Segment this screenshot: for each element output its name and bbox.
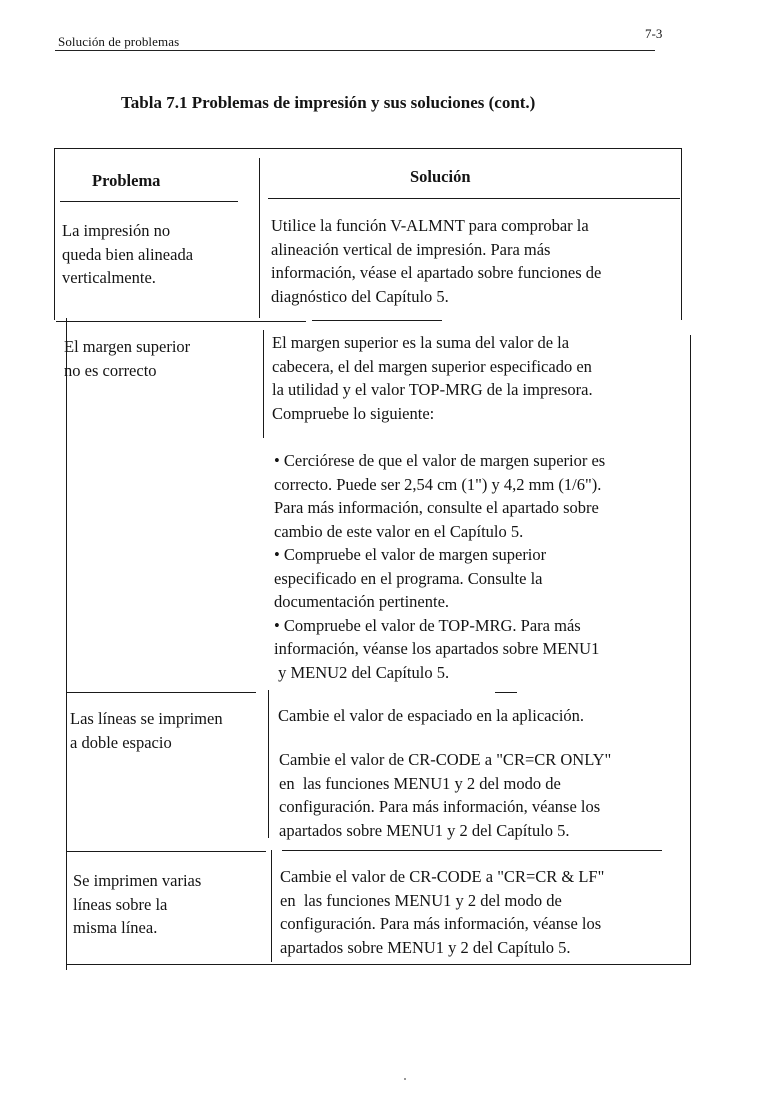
row2-checklist-line: • Compruebe el valor de TOP-MRG. Para más (274, 615, 581, 635)
row4-solution-line: en las funciones MENU1 y 2 del modo de (280, 890, 562, 910)
running-header: Solución de problemas (58, 34, 180, 49)
column-divider-row2 (263, 330, 264, 438)
column-divider (259, 158, 260, 318)
row4-solution (280, 865, 604, 959)
row1-solution-line: diagnóstico del Capítulo 5. (271, 286, 449, 306)
row-separator-3 (66, 851, 266, 852)
column-divider-row4 (271, 850, 272, 962)
row3-solution-alt-line: en las funciones MENU1 y 2 del modo de (279, 773, 561, 793)
row1-solution-line: Utilice la función V-ALMNT para comprobar la (271, 216, 589, 235)
row4-problem-line: misma línea. (73, 918, 158, 937)
row-separator-1b (312, 320, 442, 321)
row4-problem-line: Se imprimen varias (73, 871, 202, 890)
row2-checklist-line: cambio de este valor en el Capítulo 5. (274, 521, 524, 541)
row3-problem-line: Las líneas se imprimen (70, 709, 223, 728)
row1-solution-line: alineación vertical de impresión. Para más (271, 239, 551, 259)
row-separator-3b (282, 850, 662, 851)
table-bottom-border (66, 964, 691, 965)
row3-solution-alt-line: apartados sobre MENU1 y 2 del Capítulo 5. (279, 820, 570, 840)
row2-checklist-line: información, véanse los apartados sobre MENU1 (274, 639, 600, 658)
row2-solution-line: la utilidad y el valor TOP-MRG de la impresora. (272, 380, 593, 399)
table-right-border-lower (690, 335, 691, 965)
column-header-solucion: Solución (410, 167, 471, 186)
header-rule-left (60, 201, 238, 202)
row1-problem (62, 219, 193, 290)
row3-problem (70, 707, 223, 754)
header-rule-right (268, 198, 680, 199)
row3-solution (278, 704, 584, 728)
row2-checklist-line: documentación pertinente. (274, 592, 450, 611)
row1-problem-line: queda bien alineada (62, 244, 194, 264)
row2-problem-line: no es correcto (64, 360, 157, 380)
table-left-border (54, 148, 55, 320)
row2-checklist-line: Para más información, consulte el apartado sobre (274, 498, 599, 517)
table-left-border-lower (66, 318, 67, 970)
row3-solution-alt-line: configuración. Para más información, véanse los (279, 797, 601, 816)
header-rule (55, 50, 655, 51)
table-title: Tabla 7.1 Problemas de impresión y sus soluciones (cont.) (121, 93, 536, 112)
row2-problem (64, 335, 190, 382)
row3-solution-alt-line: Cambie el valor de CR-CODE a "CR=CR ONLY" (279, 750, 612, 769)
row1-problem-line: verticalmente. (62, 268, 156, 287)
row3-solution-line: Cambie el valor de espaciado en la aplicación. (278, 706, 585, 725)
row2-solution (272, 331, 593, 425)
column-header-problema: Problema (92, 171, 161, 190)
row2-solution-line: cabecera, el del margen superior especificado en (272, 356, 592, 376)
row2-checklist-line: y MENU2 del Capítulo 5. (274, 662, 450, 682)
table-top-border (54, 148, 682, 149)
row1-solution (271, 214, 601, 308)
row2-checklist-line: especificado en el programa. Consulte la (274, 568, 543, 588)
row1-problem-line: La impresión no (62, 221, 171, 240)
row3-problem-line: a doble espacio (70, 732, 172, 752)
column-divider-row3 (268, 690, 269, 838)
page-number: 7-3 (645, 26, 663, 41)
row2-solution-line: Compruebe lo siguiente: (272, 403, 435, 423)
row2-solution-checklist (274, 449, 605, 684)
row4-solution-line: apartados sobre MENU1 y 2 del Capítulo 5. (280, 937, 571, 957)
table-right-border (681, 148, 682, 320)
row4-solution-line: configuración. Para más información, véanse los (280, 914, 602, 933)
row2-solution-line: El margen superior es la suma del valor de la (272, 333, 570, 352)
row1-solution-line: información, véase el apartado sobre funciones de (271, 263, 602, 282)
scan-speck (404, 1078, 406, 1080)
row-separator-2b (495, 692, 517, 693)
row-separator-2 (66, 692, 256, 693)
row2-checklist-line: • Cerciórese de que el valor de margen superior es (274, 451, 606, 470)
row4-problem (73, 869, 201, 940)
row2-problem-line: El margen superior (64, 337, 191, 356)
row4-problem-line: líneas sobre la (73, 894, 168, 914)
row3-solution-alt (279, 748, 611, 842)
row-separator-1 (56, 321, 306, 322)
row4-solution-line: Cambie el valor de CR-CODE a "CR=CR & LF" (280, 867, 605, 886)
row2-checklist-line: • Compruebe el valor de margen superior (274, 545, 547, 564)
row2-checklist-line: correcto. Puede ser 2,54 cm (1") y 4,2 mm (1/6"). (274, 474, 602, 494)
